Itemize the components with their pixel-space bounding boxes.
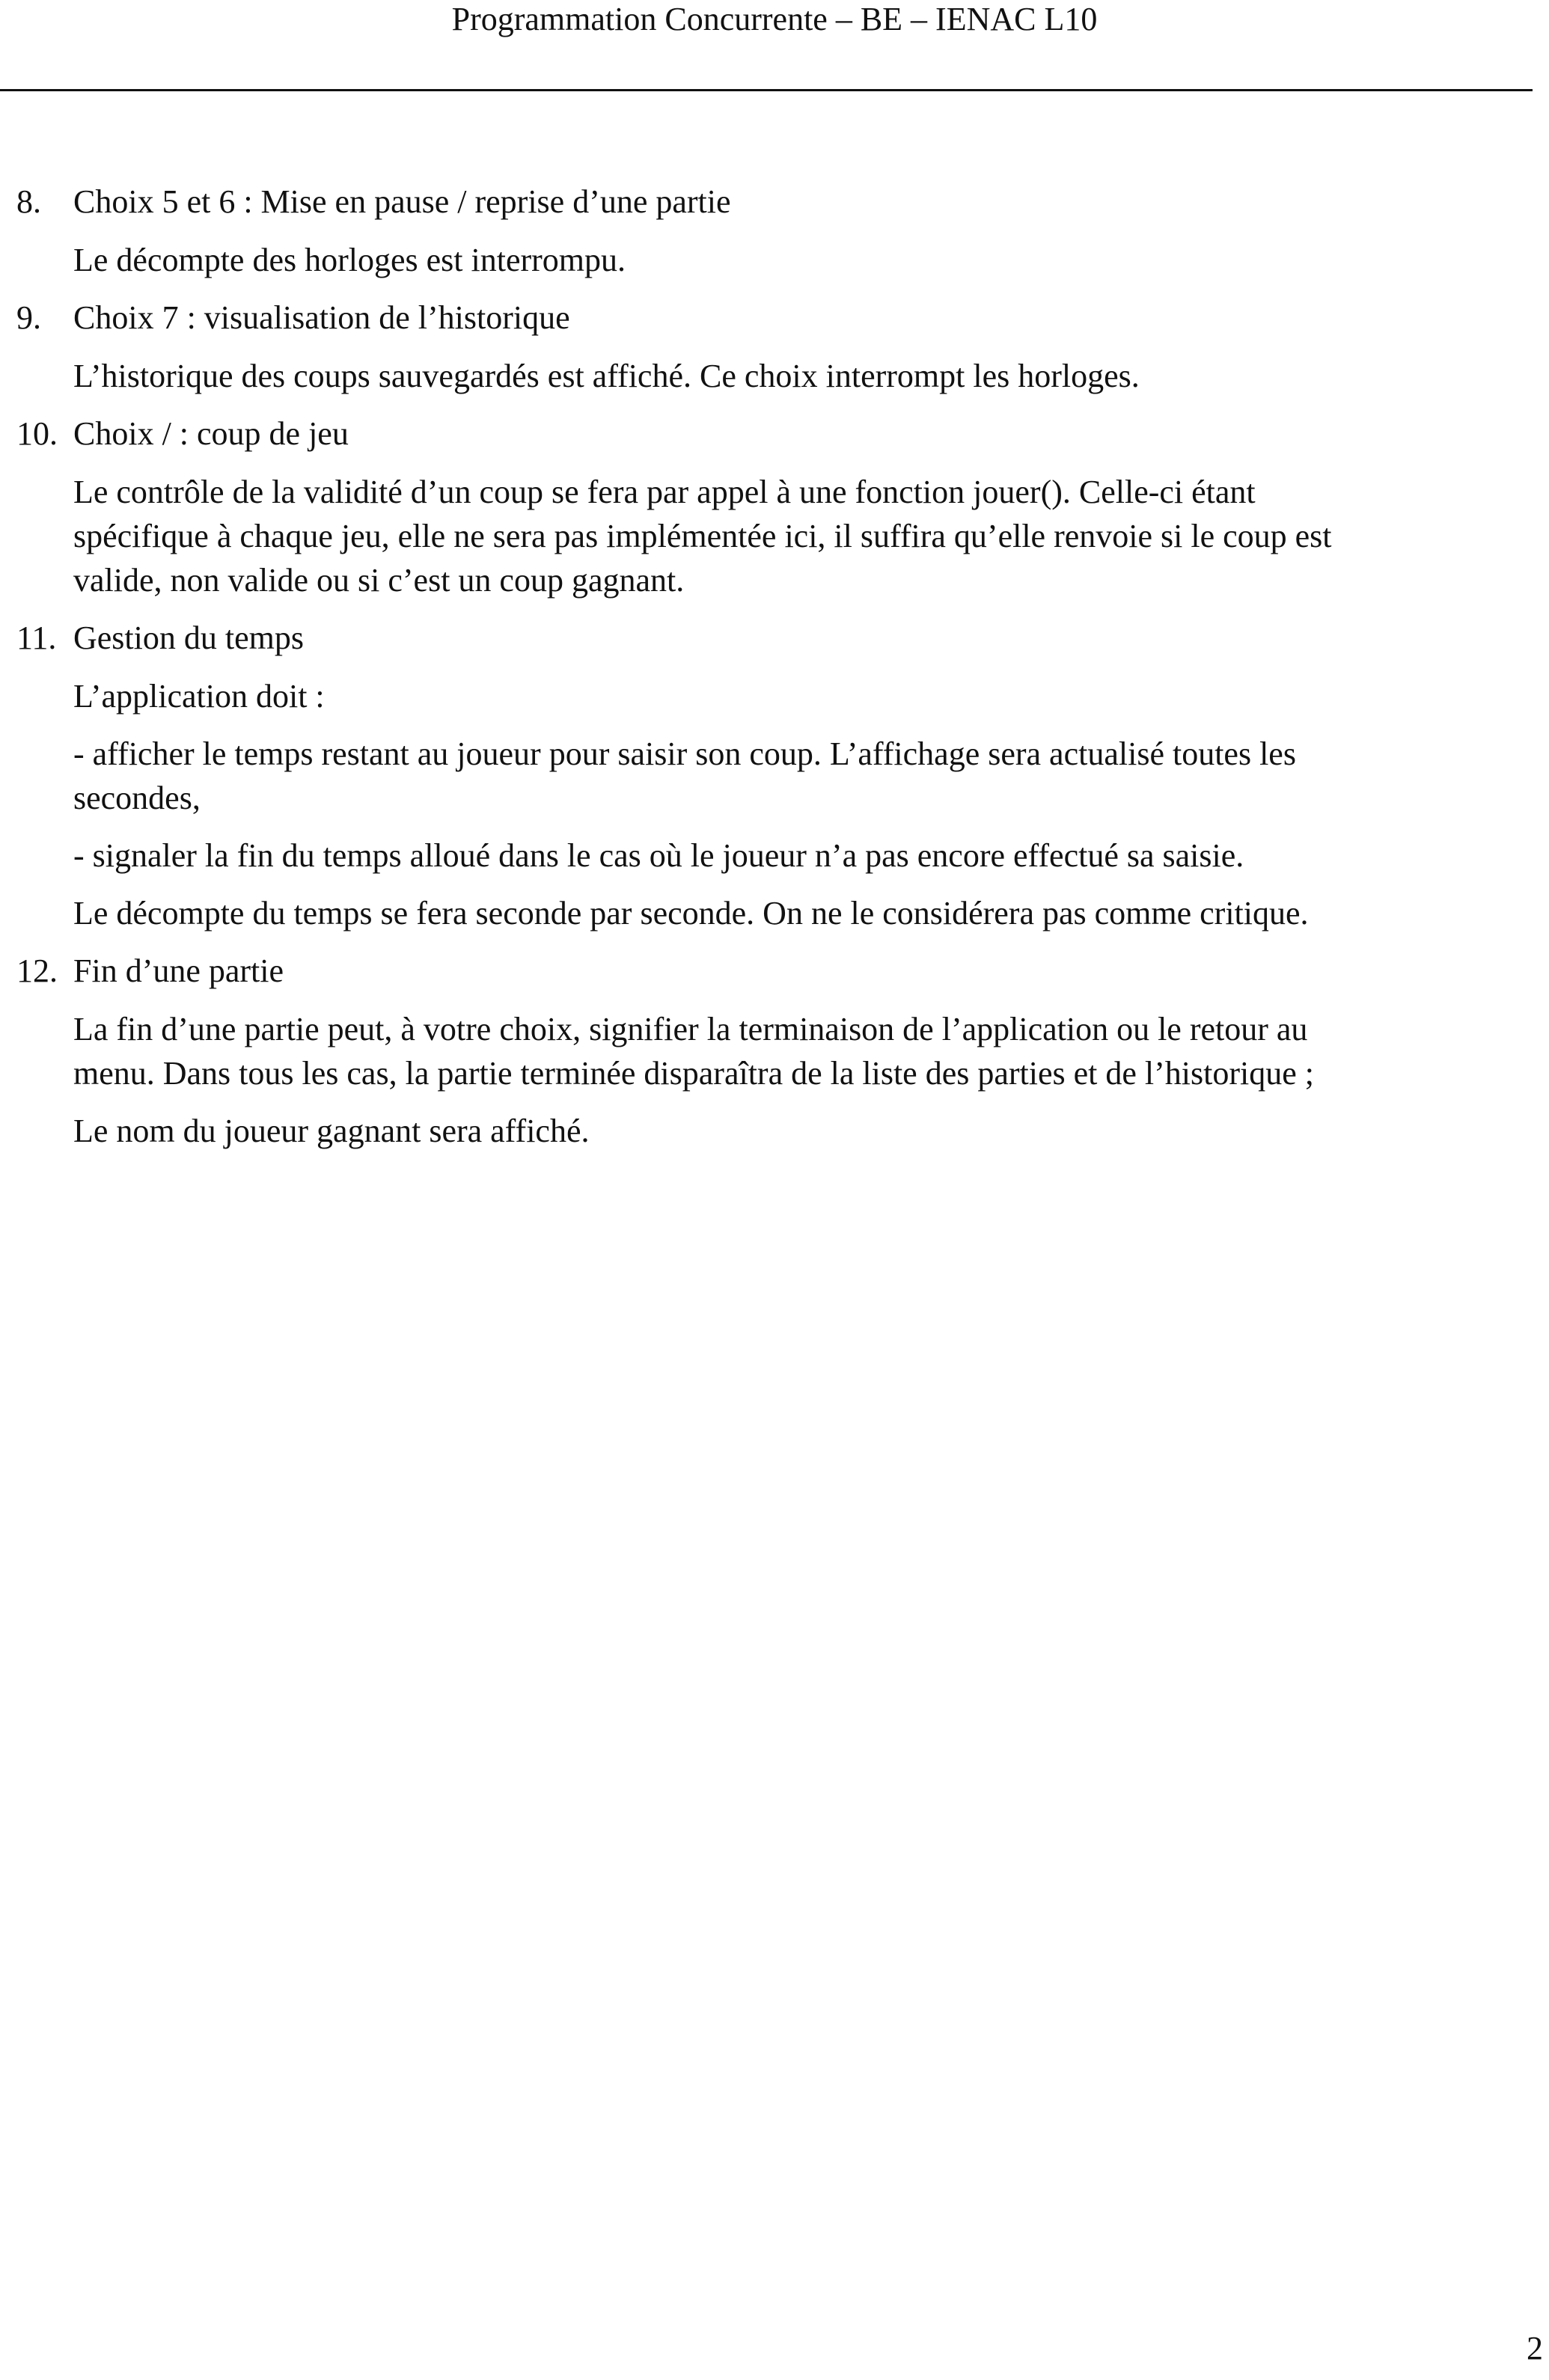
text-line: spécifique à chaque jeu, elle ne sera pas implémentée ici, il suffira qu’elle renvoie si le coup est <box>73 518 1332 554</box>
section-item <box>0 949 1549 1166</box>
section-title: Choix 5 et 6 : Mise en pause / reprise d’une partie <box>73 183 731 220</box>
section-spacer <box>0 1153 1549 1166</box>
section-heading <box>0 412 1549 456</box>
section-item <box>0 616 1549 949</box>
section-item <box>0 296 1549 412</box>
paragraph <box>73 354 1499 398</box>
section-title: Gestion du temps <box>73 620 304 656</box>
section-number: 9. <box>16 299 41 336</box>
section-title: Choix 7 : visualisation de l’historique <box>73 299 570 336</box>
section-title: Choix / : coup de jeu <box>73 415 349 452</box>
paragraph <box>73 891 1499 935</box>
text-line: Le contrôle de la validité d’un coup se fera par appel à une fonction jouer(). Celle-ci étant <box>73 474 1256 510</box>
text-line: L’historique des coups sauvegardés est affiché. Ce choix interrompt les horloges. <box>73 358 1140 394</box>
document-body <box>0 180 1549 1166</box>
text-line: Le nom du joueur gagnant sera affiché. <box>73 1113 590 1149</box>
page-header: Programmation Concurrente – BE – IENAC L10 <box>451 1 1098 37</box>
text-line: - signaler la fin du temps alloué dans le cas où le joueur n’a pas encore effectué sa saisie. <box>73 837 1244 874</box>
page-number: 2 <box>1527 2330 1543 2367</box>
section-number: 10. <box>16 415 58 452</box>
text-line: Le décompte des horloges est interrompu. <box>73 242 626 278</box>
text-line: La fin d’une partie peut, à votre choix, signifier la terminaison de l’application ou le retour au <box>73 1011 1308 1047</box>
section-number: 8. <box>16 183 41 220</box>
section-item <box>0 412 1549 616</box>
text-line: valide, non valide ou si c’est un coup gagnant. <box>73 562 685 599</box>
section-spacer <box>0 602 1549 616</box>
text-line: Le décompte du temps se fera seconde par seconde. On ne le considérera pas comme critique. <box>73 895 1309 931</box>
text-line: L’application doit : <box>73 678 325 715</box>
paragraph <box>73 470 1499 602</box>
section-heading <box>0 180 1549 224</box>
header-rule <box>0 89 1533 91</box>
section-spacer <box>0 398 1549 412</box>
section-heading <box>0 616 1549 661</box>
section-heading <box>0 296 1549 340</box>
section-heading <box>0 949 1549 994</box>
text-line: - afficher le temps restant au joueur pour saisir son coup. L’affichage sera actualisé toutes les <box>73 735 1296 772</box>
paragraph <box>73 674 1499 718</box>
paragraph <box>73 1109 1499 1153</box>
text-line: menu. Dans tous les cas, la partie terminée disparaîtra de la liste des parties et de l’historique ; <box>73 1055 1315 1092</box>
section-spacer <box>0 935 1549 949</box>
section-item <box>0 180 1549 296</box>
paragraph <box>73 1007 1499 1095</box>
section-number: 11. <box>16 620 57 656</box>
section-number: 12. <box>16 952 58 989</box>
section-spacer <box>0 282 1549 296</box>
text-line: secondes, <box>73 780 201 816</box>
paragraph <box>73 833 1499 878</box>
paragraph <box>73 732 1499 820</box>
paragraph <box>73 238 1499 282</box>
section-title: Fin d’une partie <box>73 952 284 989</box>
